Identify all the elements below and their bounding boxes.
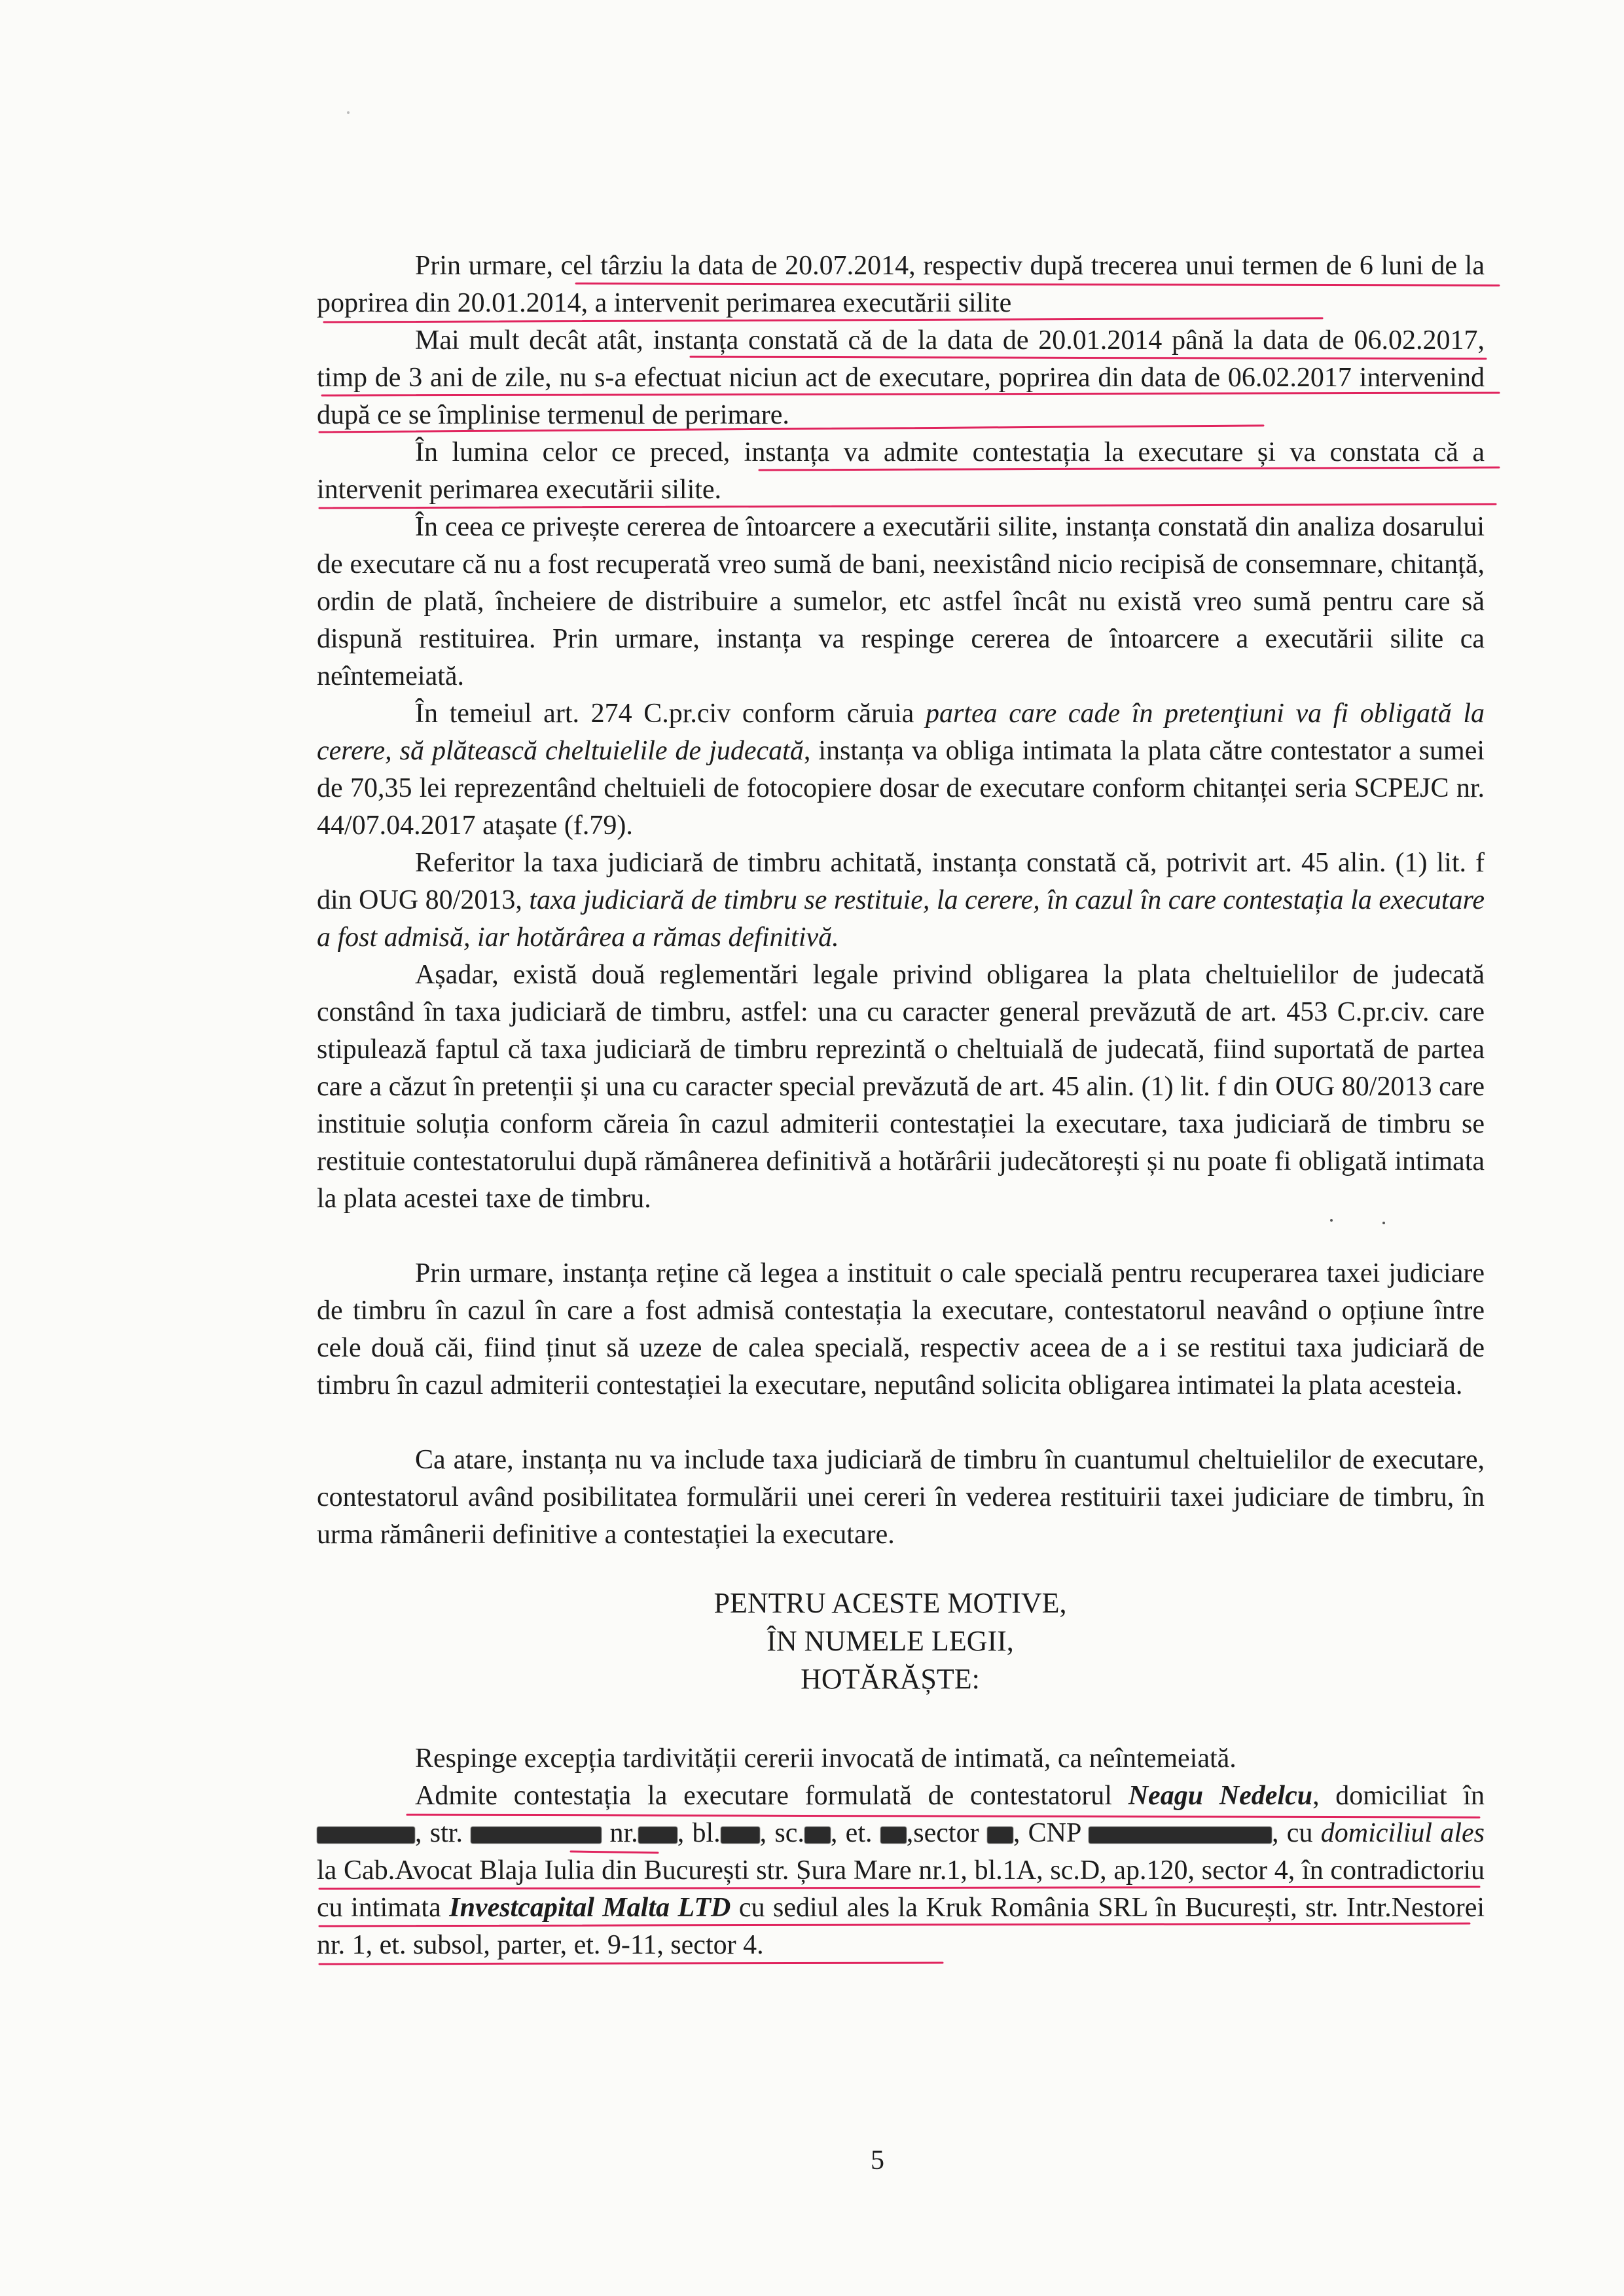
paragraph-perimare-2: Mai mult decât atât, instanța constată că de la data de 20.01.2014 până la data de 06.02.2017, timp de 3 ani de zile, nu s-a efectuat niciun act de executare, poprirea din data de 06.02.2017 intervenind după ce se împlinise termenul de perimare. [317,325,1485,430]
scan-speck [347,111,350,114]
paragraph-dispozitiv: Admite contestația la executare formulată de contestatorul Neagu Nedelcu, domiciliat în , str. nr. , bl. , sc. , et. ,sector , CNP , cu domiciliul ales la Cab.Avocat Blaja Iulia din București str. Șura Mare nr.1, bl.1A, sc.D, ap.120, sector 4, în contradictoriu cu intimata Investcapital Malta LTD cu sediul ales la Kruk România SRL în București, str. Intr.Nestorei nr. 1, et. subsol, parter, et. 9-11, sector 4. [317,1781,1485,1960]
paragraph-perimare-1: Prin urmare, cel târziu la data de 20.07.2014, respectiv după trecerea unui termen de 6 luni de la poprirea din 20.01.2014, a intervenit perimarea executării silite [317,251,1485,318]
paragraph-intoarcere-executare: În ceea ce privește cererea de întoarcere a executării silite, instanța constată din analiza dosarului de executare că nu a fost recuperată vreo sumă de bani, neexistând nicio recipisă de consemnare, chitanță, ordin de plată, încheiere de distribuire a sumelor, etc astfel încât nu există vreo sumă pentru care să dispună restituirea. Prin urmare, instanța va respinge cererea de întoarcere a executării silite ca neîntemeiată. [317,512,1485,691]
contestator-name: Neagu Nedelcu [1128,1781,1313,1811]
redacted-number [638,1827,677,1844]
paragraph-respinge-exceptie: Respinge excepția tardivității cererii invocată de intimată, ca neîntemeiată. [415,1743,1236,1774]
paragraph-cheltuieli-judecata: În temeiul art. 274 C.pr.civ conform căruia partea care cade în pretenţiuni va fi obligată la cerere, să plătească cheltuielile de judecată, instanța va obliga intimata la plata către contestator a sumei de 70,35 lei reprezentând cheltuieli de fotocopiere dosar de executare conform chitanței seria SCPEJC nr. 44/07.04.2017 atașate (f.79). [317,699,1485,841]
redacted-street [471,1827,602,1844]
operative-heading: PENTRU ACESTE MOTIVE, ÎN NUMELE LEGII, HOTĂRĂȘTE: [713,1587,1067,1695]
redacted-block [721,1827,760,1844]
paragraph-reglementari: Așadar, există două reglementări legale privind obligarea la plata cheltuielilor de judecată constând în taxa judiciară de timbru, astfel: una cu caracter general prevăzută de art. 453 C.pr.civ. care stipulează faptul că taxa judiciară de timbru reprezintă o cheltuială de judecată, fiind suportată de partea care a căzut în pretenții și una cu caracter special prevăzută de art. 45 alin. (1) lit. f din OUG 80/2013 care instituie soluția conform căreia în cazul admiterii contestației la executare, taxa judiciară de timbru se restituie contestatorului după rămânerea definitivă a hotărârii judecătorești și nu poate fi obligată intimata la plata acestei taxe de timbru. [317,960,1485,1214]
redacted-floor [880,1827,907,1844]
intimata-name: Investcapital Malta LTD [449,1893,731,1923]
scan-speck [1330,1219,1333,1222]
paragraph-ca-atare: Ca atare, instanța nu va include taxa judiciară de timbru în cuantumul cheltuielilor de executare, contestatorul având posibilitatea formulării unei cereri în vederea restituirii taxei judiciare de timbru, în urma rămânerii definitive a contestației la executare. [317,1445,1485,1550]
redacted-cnp [1089,1827,1272,1844]
scan-speck [1382,1222,1385,1224]
paragraph-cale-speciala: Prin urmare, instanța reține că legea a instituit o cale specială pentru recuperarea taxei judiciare de timbru în cazul în care a fost admisă contestația la executare, contestatorul neavând o opțiune între cele două căi, fiind ținut să uzeze de calea specială, respectiv aceea de a i se restitui taxa judiciară de timbru în cazul admiterii contestației la executare, neputând solicita obligarea intimatei la plata acesteia. [317,1258,1485,1400]
underlined-text: instanța va admite contestația la executare și va constata că a intervenit perimarea executării silite. [317,437,1485,505]
redacted-sector [987,1827,1013,1844]
paragraph-taxa-timbru: Referitor la taxa judiciară de timbru achitată, instanța constată că, potrivit art. 45 alin. (1) lit. f din OUG 80/2013, taxa judiciară de timbru se restituie, la cerere, în cazul în care contestația la executare a fost admisă, iar hotărârea a rămas definitivă. [317,848,1485,953]
redacted-city [317,1827,415,1844]
redacted-staircase [804,1827,831,1844]
underlined-text: instanța constată că de la data de 20.01.2014 până la data de 06.02.2017, timp de 3 ani de zile, nu s-a efectuat niciun act de executare, poprirea din data de 06.02.2017 intervenind după ce se împlinise termenul de perimare. [317,325,1485,430]
underlined-text: cel târziu la data de 20.07.2014, respectiv după trecerea unui termen de 6 luni de la poprirea din 20.01.2014, a intervenit perimarea executării silite [317,251,1485,318]
page-number: 5 [871,2145,884,2176]
paragraph-admite-contestatie: În lumina celor ce preced, instanța va admite contestația la executare și va constata că a intervenit perimarea executării silite. [317,437,1485,505]
